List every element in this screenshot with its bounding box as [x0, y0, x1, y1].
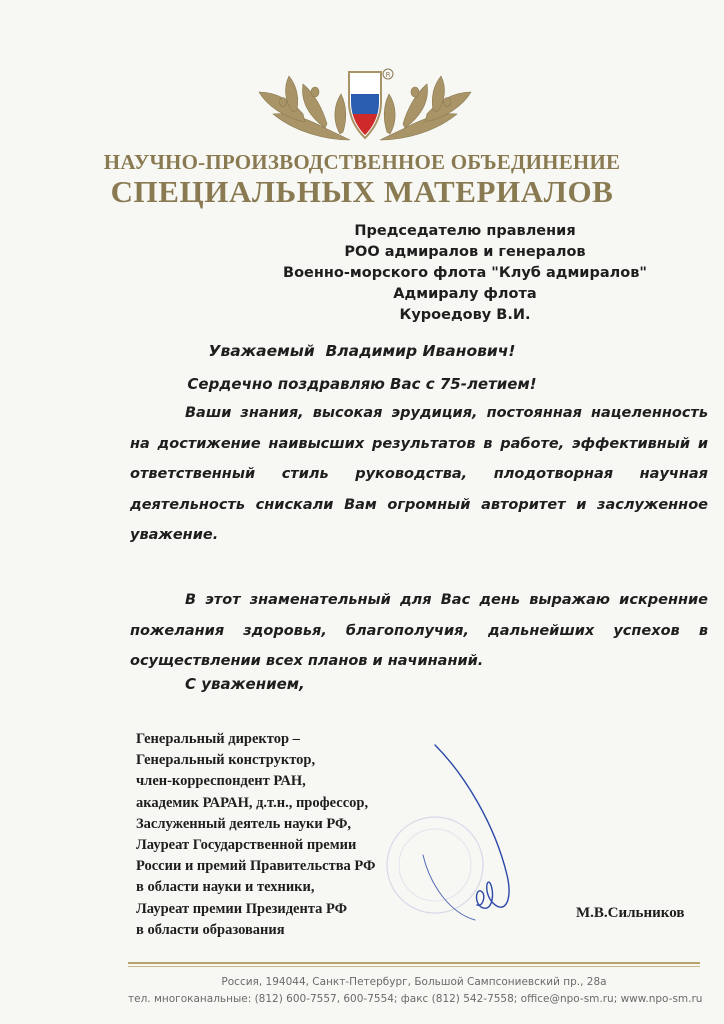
signer-title-line: член-корреспондент РАН,	[136, 773, 306, 790]
signer-title-line: России и премий Правительства РФ	[136, 858, 376, 875]
signer-name: М.В.Сильников	[576, 905, 685, 921]
signer-title-line: Заслуженный деятель науки РФ,	[136, 815, 352, 832]
congratulation-line: Сердечно поздравляю Вас с 75-летием!	[187, 375, 537, 393]
body-paragraph-2	[130, 585, 708, 677]
signer-title-line: Лауреат премии Президента РФ	[136, 900, 348, 917]
footer-contacts: тел. многоканальные: (812) 600-7557, 600-7554; факс (812) 542-7558; office@npo-sm.ru; www.npo-sm.ru	[128, 993, 703, 1005]
signer-title-line: в области образования	[136, 921, 285, 938]
svg-text:R: R	[385, 71, 391, 79]
org-name-line1: НАУЧНО-ПРОИЗВОДСТВЕННОЕ ОБЪЕДИНЕНИЕ	[103, 150, 621, 174]
body-paragraph-1	[130, 398, 708, 551]
closing-phrase: С уважением,	[185, 675, 305, 693]
addressee-line: Адмиралу флота	[393, 286, 537, 302]
org-name-line2: СПЕЦИАЛЬНЫХ МАТЕРИАЛОВ	[110, 174, 614, 209]
signer-title-line: Лауреат Государственной премии	[136, 837, 357, 854]
signer-title-line: Генеральный директор –	[136, 731, 300, 747]
paragraph-text: Ваши знания, высокая эрудиция, постоянная нацеленность на достижение наивысших результатов в работе, эффективный и ответственный стиль руководства, плодотворная научная деятельность снискали Вам огромный авторитет и заслуженное уважение.	[130, 405, 708, 543]
footer-divider	[128, 966, 700, 967]
handwritten-signature-icon	[395, 735, 545, 925]
addressee-line: Военно-морского флота "Клуб адмиралов"	[283, 265, 647, 281]
paragraph-text: В этот знаменательный для Вас день выражаю искренние пожелания здоровья, благополучия, дальнейших успехов в осуществлении всех планов и начинаний.	[130, 592, 708, 669]
addressee-line: Председателю правления	[354, 223, 576, 239]
addressee-block	[250, 221, 680, 326]
addressee-line: РОО адмиралов и генералов	[344, 244, 586, 260]
salutation: Уважаемый Владимир Иванович!	[208, 342, 516, 360]
signer-title-line: в области науки и техники,	[136, 879, 315, 896]
oak-wreath-logo-icon	[255, 62, 475, 152]
signer-title-line: Генеральный конструктор,	[136, 752, 316, 769]
addressee-line: Куроедову В.И.	[399, 307, 531, 323]
signer-title-line: академик РАРАН, д.т.н., профессор,	[136, 794, 369, 811]
footer-address: Россия, 194044, Санкт-Петербург, Большой Сампсониевский пр., 28а	[221, 976, 607, 988]
footer-divider	[128, 962, 700, 964]
